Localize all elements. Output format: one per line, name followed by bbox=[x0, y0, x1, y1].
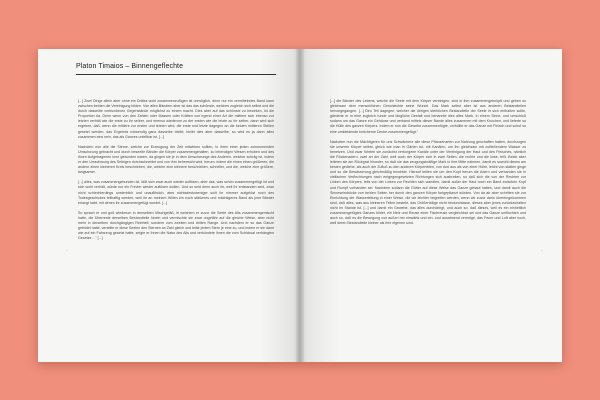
paragraph: [...] Zwei Dinge allein aber ohne ein Drittes wohl zusammenzufügen ist unmöglich, denn nur ein vermittelndes Band kann zwischen beiden die Vereinigung bilden. Von allen Bändern aber ist das das schönste, welches zugleich sich selbst und die durch dasselbe verbundenen Gegenstände möglichst zu einem macht. Dies aber auf das schönste zu bewirken, ist die Proportion da. Denn wenn von drei Zahlen oder Massen oder Kräften von irgend einer Art die mittlere sich ebenso zur letzten verhält wie die erste zu ihr selber, und ebenso wiederum zu der ersten wie die letzte zu ihr selber, dann wird sich ergeben, daß, wenn die mittlere zur ersten und letzten wird, die erste und letzte dagegen an die beiden mittleren Stellen gesetzt werden, das Ergebnis notwendig ganz dasselbe bleibt; bleibt dies aber dasselbe, so wird es ja dann alles zusammen eins sein, das als Ganzes unteilbar ist. [...] bbox=[78, 99, 274, 139]
paragraph: Nachdem nun alle die Sterne, welche zur Erzeugung der Zeit mitwirken sollten, in ihren einer jeden zukommenden Umschwung gebracht und durch beseelte Bänder die Körper zusammengehalten, zu lebendigen Wesen erhoben und des ihnen Aufgetragenen inne geworden waren, da gingen sie je in dem Umschwunge des Anderen, welcher schräg ist, indem er den Umschwung des Selbigen durchschneidet und von ihm beherrscht wird, herum, indem die einen einen größeren, die andern einen kleineren Kreis beschrieben, die, welche eine kleinere beschrieben, schneller, und die, welche eine größere, langsamer. bbox=[78, 144, 274, 175]
margin-mark: · bbox=[66, 248, 68, 254]
open-book bbox=[38, 49, 562, 362]
right-text-block bbox=[330, 99, 526, 231]
paragraph: [...] die Bänder des Lebens, welche die Seele mit dem Körper vereinigen, sind in ihm zusammengeknüpft und geben so gleichsam dem menschlichen Geschlechte seine Wurzel. Das Mark selbst aber ist aus anderen Bestandteilen hervorgegangen. [...] Den Teil dagegen, welcher die übrigen sterblichen Bestandteile der Seele in sich enthalten sollte, gliederte er in eine zugleich runde und längliche Gestalt und benannte dies alles Mark. In einem Sinne, und umschloß sodann um das Ganze ein Gehäuse und verband mittels dieser Bande alles zusammen mit dem Knochen, und lieferte so die Hülle des ganzen Körpers. Indem er nun die Gewebe zusammenfügte, umhüllte er das Ganze mit Fleisch und schuf so eine umkleidende knöcherne Decke zusammengefügt." bbox=[330, 99, 526, 134]
paragraph: Nachdem nun die Mächtigeren für uns Schwächere alle diese Pflanzenarten zur Nahrung geschaffen hatten, durchzogen sie unseren Körper selbst, gleich wie man in Gärten tut, mit Kanälen, um ihn gleichsam mit zufließendem Wasser zu benetzen. Und zwar führten sie zunächst verborgene Kanäle unter der Vereinigung der Haut und des Fleisches, nämlich die Rückenadern, zwei an der Zahl, weil auch der Körper sich in zwei Seiten, die rechte und die linke, teilt. Beide aber leiteten sie am Rückgrat hinunter, so daß sie das zeugungskräftige Mark in ihre Mitte nahmen, damit es sowohl dieses am besten gediehe, als auch der Zufluß zu den anderen Körperteilen, von dort aus als von einer Höhe, leicht von statten ginge und so die Bewässerung gleichmäßig bewirkte. Hierauf teilten sie um den Kopf herum die Adern und verbanden sie in vielfachen Verflechtungen nach entgegengesetzten Richtungen sich ausbreiten, so daß sich die von der Rechten zur Linken des Körpers, teils von der Linken zur Rechten sich wandten, damit außer der Haut noch ein Band zwischen Kopf und Rumpf vorhanden sei. Nachdem sodann die Götter auf diese Weise das Ganze gebaut hatten, und damit auch die Sinneseindrücke von beiden Seiten her durch den ganzen Körper fortgepflanzt würden. Von da ab aber schritten sie zur Einrichtung der Wasserleitung in einer Weise, die wir leichter begreifen werden, wenn wir zuvor darin übereingekommen sind, daß alles, was aus kleineren Teilen besteht, das Größerteilige nicht hindurchlasse, dieses aber jenes zurückzuhalten nicht im Stande ist. [...] und damit ein Gewebe, das alles durchdringt, und auch so, daß dieses, weil es ein einheitlich zusammengefügtes Ganzes bildet, ein Netz und Reuse einer Fischreuse vergleichbar sei und das Ganze umflochten und auch so, daß es die Bewegung von außen her einwärts und ein- und ausatmend vermöge, das Feuer und Luft aber noch, weil deren Bestandteile kleiner als ihre eigenen sind. bbox=[330, 139, 526, 226]
paragraph: So sprach er und goß wiederum in denselben Mischgefäß, in welchem er zuvor die Seele des Alls zusammengemischt hatte, die Überreste derselben Bestandteile hinein und vermischte sie zwar ungefähr auf die gleiche Weise, aber nicht mehr in derselben durchgängigen Reinheit, sondern vom zweiten und dritten Range. Und nachdem er so das Ganze gebildet hatte, verteilte er diese Seelen den Sternen an Zahl gleich und teilte jedem Stern je eine zu, und indem er sie dann wie auf ein Fahrzeug gesetzt hatte, zeigte er ihnen die Natur des Alls und verkündete ihnen die vom Schicksal verhängten Gesetze ..." [...] bbox=[78, 210, 274, 241]
margin-mark: · bbox=[541, 248, 543, 254]
left-page bbox=[38, 49, 300, 362]
header-rule bbox=[76, 74, 276, 75]
book-gutter bbox=[296, 49, 304, 362]
left-text-block bbox=[78, 99, 274, 246]
paragraph: [...] alles, was zusammengebunden ist, läßt sich zwar auch wieder auflösen, aber das, was schön zusammengefügt ist und sich wohl verhält, würde nur ein Frevler wieder auflösen wollen. Und so seid denn auch ihr, weil ihr entstanden seid, zwar nicht schlechterdings unsterblich und unauflöslich, aber nichtsdestoweniger sollt ihr nimmer aufgelöst noch des Todesgeschickes teilhaftig werden, weil ihr an meinem Willen ein noch stärkeres und mächtigeres Band als jene Bänder erlangt habt, mit denen ihr zusammengefügt wurdet. [...] bbox=[78, 180, 274, 205]
running-head: Platon Timaios – Binnengeflechte bbox=[76, 63, 184, 70]
right-page bbox=[300, 49, 562, 362]
